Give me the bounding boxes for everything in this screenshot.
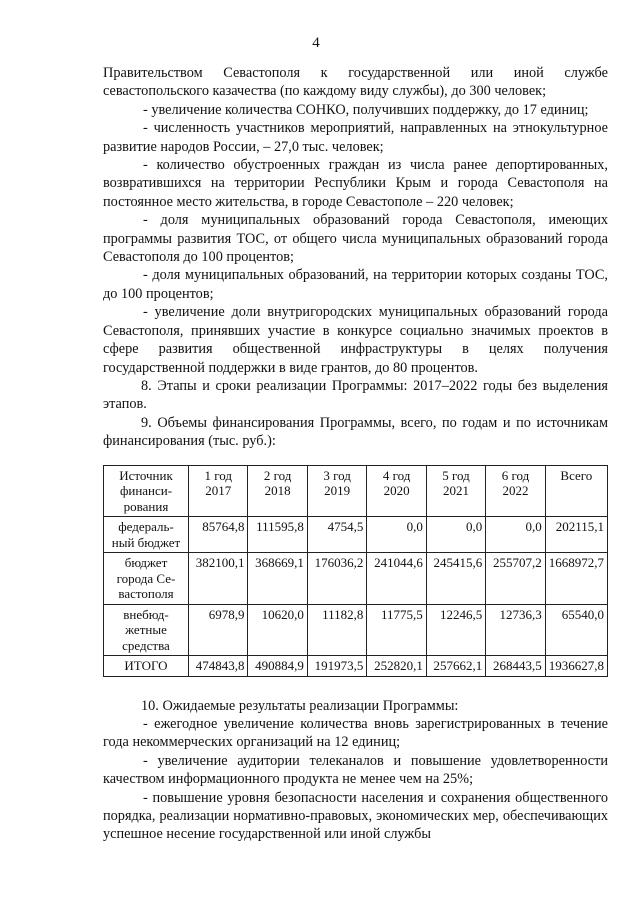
table-row — [104, 517, 608, 553]
table-cell: 474843,8 — [189, 656, 248, 677]
list-item: - ежегодное увеличение количества вновь зарегистрированных в течение года некоммерческих организаций на 12 единиц; — [103, 715, 608, 751]
table-header-cell: 3 год 2019 — [307, 465, 366, 517]
table-header-cell: Источник финанси-рования — [104, 465, 189, 517]
table-cell: 268443,5 — [486, 656, 545, 677]
paragraph: Правительством Севастополя к государственной или иной службе севастопольского казачества (по каждому виду службы), до 300 человек; — [103, 65, 608, 100]
table-cell: 11775,5 — [367, 604, 426, 656]
table-cell: 0,0 — [426, 517, 485, 553]
table-cell: 490884,9 — [248, 656, 307, 677]
table-row — [104, 604, 608, 656]
table-header-row — [104, 465, 608, 517]
table-row — [104, 553, 608, 605]
table-cell: 0,0 — [367, 517, 426, 553]
table-cell: 12246,5 — [426, 604, 485, 656]
table-header-cell: Всего — [545, 465, 607, 517]
table-cell: 111595,8 — [248, 517, 307, 553]
table-cell: 0,0 — [486, 517, 545, 553]
table-cell: федераль-ный бюджет — [104, 517, 189, 553]
table-cell: 65540,0 — [545, 604, 607, 656]
financing-table — [103, 465, 608, 677]
table-cell: 257662,1 — [426, 656, 485, 677]
table-cell: 245415,6 — [426, 553, 485, 605]
section-paragraph: 8. Этапы и сроки реализации Программы: 2017–2022 годы без выделения этапов. — [103, 377, 608, 413]
table-cell: 252820,1 — [367, 656, 426, 677]
table-cell: 241044,6 — [367, 553, 426, 605]
table-cell: 12736,3 — [486, 604, 545, 656]
list-item: - повышение уровня безопасности населения и сохранения общественного порядка, реализации нормативно-правовых, экономических мер, обеспечивающих успешное несение государственной или иной службы — [103, 789, 608, 843]
table-cell: 202115,1 — [545, 517, 607, 553]
table-cell: 6978,9 — [189, 604, 248, 656]
table-cell: 1936627,8 — [545, 656, 607, 677]
table-header-cell: 4 год 2020 — [367, 465, 426, 517]
table-cell: ИТОГО — [104, 656, 189, 677]
table-header-cell: 2 год 2018 — [248, 465, 307, 517]
table-header-cell: 5 год 2021 — [426, 465, 485, 517]
table-header-cell: 6 год 2022 — [486, 465, 545, 517]
table-header-cell: 1 год 2017 — [189, 465, 248, 517]
table-cell: 382100,1 — [189, 553, 248, 605]
table-cell: 1668972,7 — [545, 553, 607, 605]
table-cell: 191973,5 — [307, 656, 366, 677]
page-number: 4 — [312, 35, 320, 51]
list-item: - количество обустроенных граждан из числа ранее депортированных, возвратившихся на территории Республики Крым и города Севастополя на постоянное место жительства, в городе Севастополе – 220 человек; — [103, 157, 608, 210]
list-item: - численность участников мероприятий, направленных на этнокультурное развитие народов России, – 27,0 тыс. человек; — [103, 120, 608, 155]
table-cell: 176036,2 — [307, 553, 366, 605]
list-item: - доля муниципальных образований города Севастополя, имеющих программы развития ТОС, от общего числа муниципальных образований города Севастополя до 100 процентов; — [103, 212, 608, 266]
table-cell: 4754,5 — [307, 517, 366, 553]
table-cell: 85764,8 — [189, 517, 248, 553]
document-body — [103, 64, 608, 844]
table-cell: внебюд-жетные средства — [104, 604, 189, 656]
list-item: - увеличение доли внутригородских муниципальных образований города Севастополя, принявших участие в конкурсе социально значимых проектов в сфере развития общественной инфраструктуры в целях получения государственной поддержки в виде грантов, до 80 процентов. — [103, 304, 608, 376]
table-cell: 10620,0 — [248, 604, 307, 656]
section-paragraph: 9. Объемы финансирования Программы, всего, по годам и по источникам финансирования (тыс. руб.): — [103, 414, 608, 450]
table-cell: бюджет города Се-вастополя — [104, 553, 189, 605]
table-total-row — [104, 656, 608, 677]
list-item: - увеличение количества СОНКО, получивших поддержку, до 17 единиц; — [143, 101, 589, 118]
section-paragraph: 10. Ожидаемые результаты реализации Программы: — [141, 697, 459, 714]
list-item: - увеличение аудитории телеканалов и повышение удовлетворенности качеством информационного продукта не менее чем на 25%; — [103, 752, 608, 788]
list-item: - доля муниципальных образований, на территории которых созданы ТОС, до 100 процентов; — [103, 267, 608, 302]
table-cell: 255707,2 — [486, 553, 545, 605]
table-cell: 11182,8 — [307, 604, 366, 656]
table-cell: 368669,1 — [248, 553, 307, 605]
